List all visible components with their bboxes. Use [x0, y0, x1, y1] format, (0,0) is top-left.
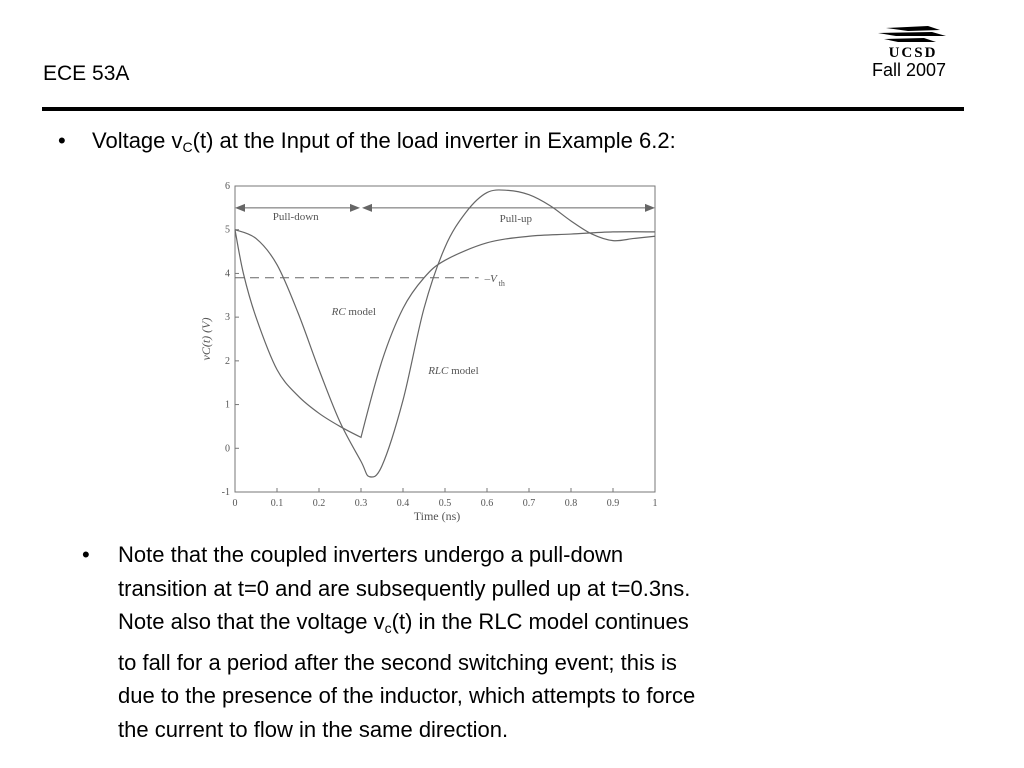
plot-frame [235, 186, 655, 492]
note-line: Note that the coupled inverters undergo a pull-down [118, 542, 624, 567]
pull-down-arrowhead-right [350, 204, 360, 212]
x-tick-label: 1 [652, 498, 658, 509]
x-axis-label: Time (ns) [413, 509, 461, 523]
note-line: to fall for a period after the second switching event; this is [118, 649, 677, 675]
x-tick-label: 0.9 [606, 498, 620, 509]
y-tick-label: 6 [225, 181, 230, 192]
x-tick-label: 0 [232, 498, 238, 509]
course-title: ECE 53A [43, 62, 130, 85]
pull-down-arrowhead-left [235, 204, 245, 212]
y-tick-label: 0 [225, 443, 230, 455]
pull-up-arrowhead-left [362, 204, 372, 212]
threshold-label-sub: th [498, 278, 505, 288]
pull-down-label: Pull-down [272, 210, 319, 223]
y-tick-label: 1 [225, 399, 230, 411]
note-line: the current to flow in the same direction. [118, 716, 509, 742]
threshold-label: –V [484, 272, 497, 285]
series-line-rc [235, 230, 655, 438]
x-tick-label: 0.4 [396, 498, 410, 509]
header-divider [42, 107, 964, 111]
pull-up-label: Pull-up [499, 212, 533, 225]
x-tick-label: 0.2 [312, 498, 326, 509]
y-tick-label: 3 [225, 312, 230, 324]
x-tick-label: 0.6 [480, 498, 494, 509]
note-line: transition at t=0 and are subsequently pulled up at t=0.3ns. [118, 575, 691, 601]
ucsd-logo [868, 22, 958, 62]
x-tick-label: 0.7 [522, 498, 536, 509]
note-text [118, 538, 878, 746]
bullet-marker: • [82, 542, 90, 567]
bullet-marker: • [58, 128, 66, 153]
y-tick-label: 4 [225, 268, 230, 280]
x-tick-label: 0.5 [438, 498, 452, 509]
y-tick-label: 5 [225, 224, 230, 236]
pull-up-arrowhead-right [645, 204, 655, 212]
note-line: due to the presence of the inductor, which attempts to force [118, 683, 696, 708]
rc-model-label: RC model [331, 305, 376, 318]
x-tick-label: 0.3 [354, 498, 368, 509]
rlc-model-label: RLC model [428, 364, 479, 377]
x-tick-label: 0.8 [564, 498, 578, 509]
y-tick-label: 2 [225, 355, 230, 367]
y-tick-label: -1 [221, 487, 230, 498]
y-axis-label: vC(t) (V) [199, 317, 213, 361]
x-tick-label: 0.1 [270, 498, 284, 509]
logo-text: UCSD [888, 45, 938, 61]
bullet-voltage-heading: • Voltage $v_C(t)$ at the Input of the load inverter in Example 6.2: [58, 128, 676, 155]
note-line: Note also that the voltage $v_c(t)$ in the RLC model continues [118, 609, 689, 636]
term-label: Fall 2007 [872, 60, 947, 80]
voltage-chart [198, 174, 668, 526]
